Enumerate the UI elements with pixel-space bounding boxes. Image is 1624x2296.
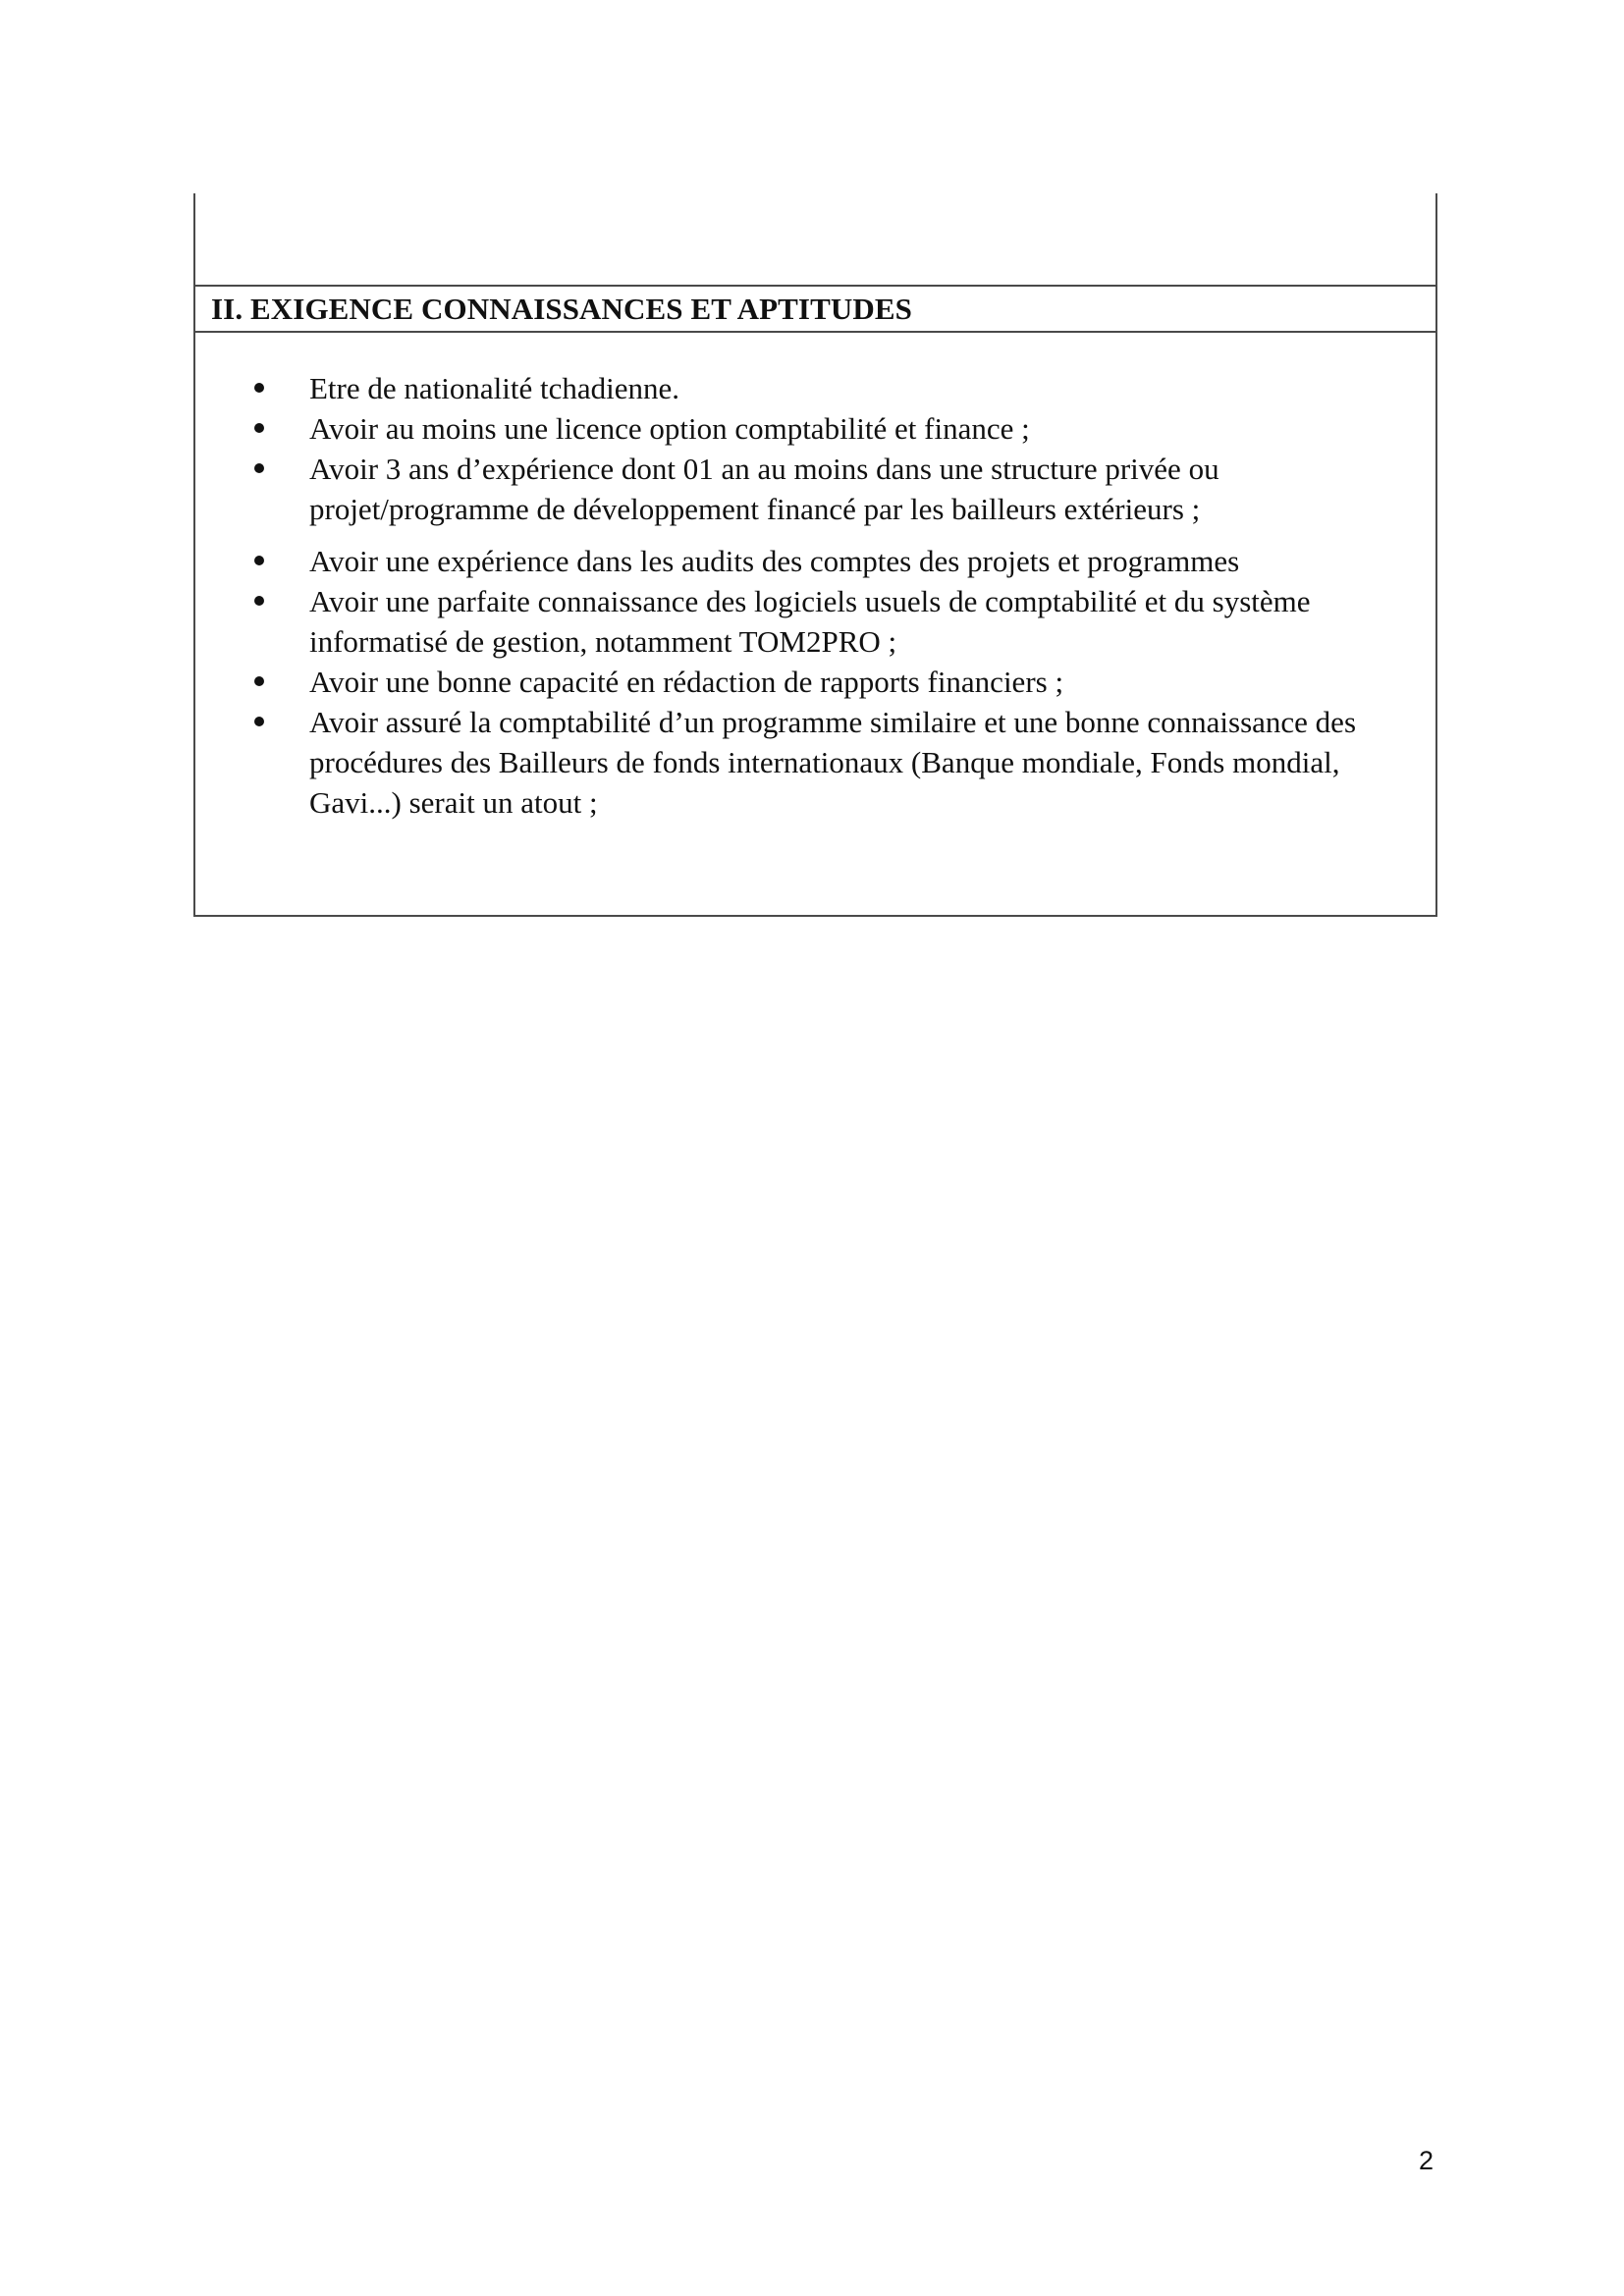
requirement-text: Avoir une bonne capacité en rédaction de rapports financiers ; — [309, 665, 1064, 699]
requirements-table — [193, 193, 1437, 917]
bullet-icon — [254, 676, 264, 686]
bullet-icon — [254, 596, 264, 606]
requirements-cell — [195, 333, 1435, 823]
list-item — [195, 541, 1435, 581]
bullet-icon — [254, 556, 264, 565]
list-item — [195, 449, 1435, 529]
requirement-text: Avoir 3 ans d’expérience dont 01 an au moins dans une structure privée ou projet/programme de développement financé par les bailleurs extérieurs ; — [309, 452, 1219, 526]
requirement-text: Avoir une expérience dans les audits des comptes des projets et programmes — [309, 544, 1240, 578]
list-item — [195, 581, 1435, 662]
section-title: II. EXIGENCE CONNAISSANCES ET APTITUDES — [211, 292, 912, 326]
bullet-icon — [254, 423, 264, 433]
requirement-text: Avoir une parfaite connaissance des logiciels usuels de comptabilité et du système informatisé de gestion, notamment TOM2PRO ; — [309, 584, 1311, 659]
list-item — [195, 408, 1435, 449]
requirement-text: Etre de nationalité tchadienne. — [309, 371, 679, 405]
bullet-icon — [254, 717, 264, 726]
list-item — [195, 368, 1435, 408]
bullet-icon — [254, 383, 264, 393]
requirement-text: Avoir assuré la comptabilité d’un programme similaire et une bonne connaissance des procédures des Bailleurs de fonds internationaux (Banque mondiale, Fonds mondial, Gavi...) serait un atout ; — [309, 705, 1357, 820]
section-header-cell — [195, 287, 1435, 333]
requirements-list — [195, 368, 1435, 823]
previous-section-cell — [195, 193, 1435, 287]
bullet-icon — [254, 463, 264, 473]
list-item — [195, 702, 1435, 823]
page-number: 2 — [1419, 2146, 1435, 2175]
list-item — [195, 662, 1435, 702]
requirement-text: Avoir au moins une licence option comptabilité et finance ; — [309, 411, 1030, 446]
